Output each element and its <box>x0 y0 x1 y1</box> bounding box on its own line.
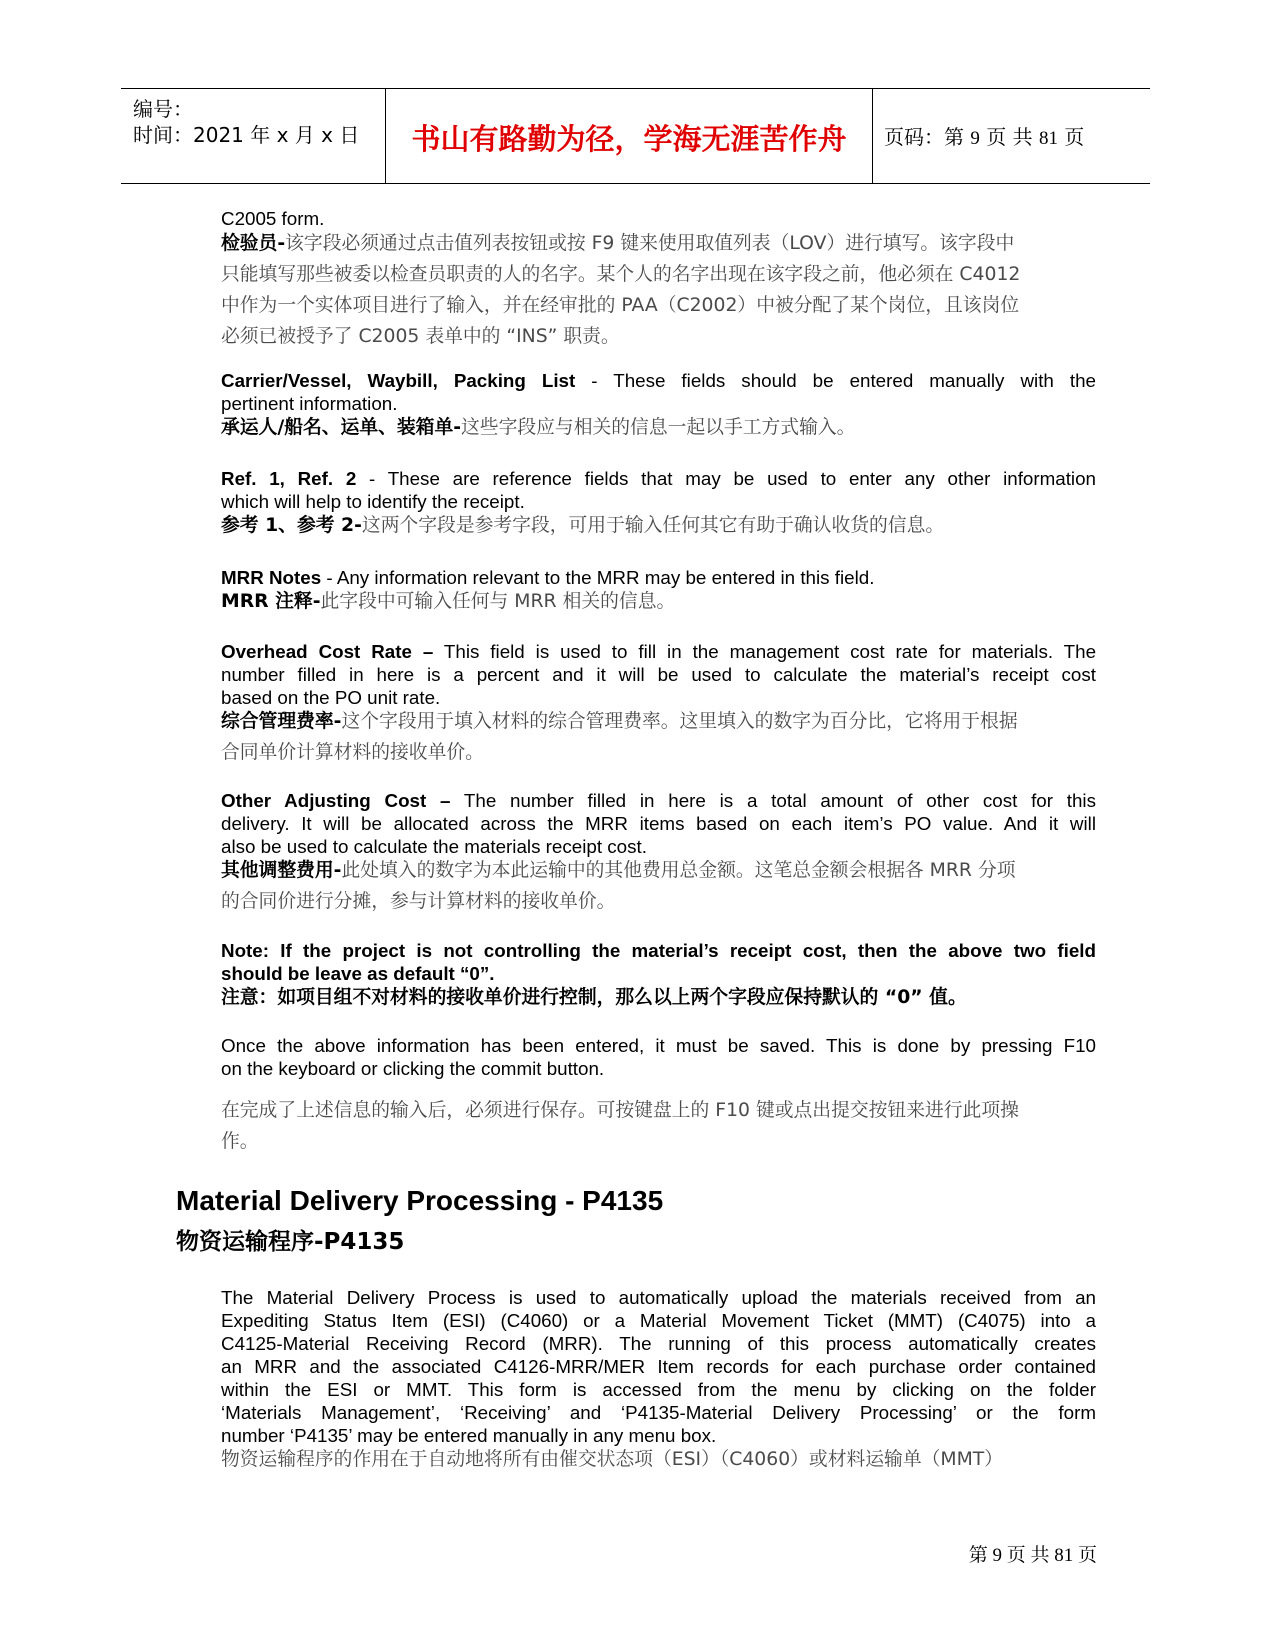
term-mrr-notes: MRR Notes <box>221 567 322 588</box>
para-carrier-line-2: pertinent information. <box>221 393 398 414</box>
header-page-cell <box>872 89 1150 183</box>
header-page-prefix: 页码：第 <box>884 125 964 149</box>
header-page-info <box>884 121 1084 150</box>
header-page-current: 9 <box>970 128 980 149</box>
adjusting-zh-line-1: 此处填入的数字为本此运输中的其他费用总金额。这笔总金额会根据各 MRR 分项 <box>341 860 1016 881</box>
term-mrr-notes-zh: MRR 注释- <box>221 591 321 612</box>
para-carrier-zh <box>221 412 1096 443</box>
term-overhead: Overhead Cost Rate – <box>221 641 434 662</box>
overhead-text-1: This field is used to fill in the management cost rate for materials. The <box>433 641 1097 662</box>
overhead-zh-line-2: 合同单价计算材料的接收单价。 <box>221 742 484 763</box>
header-page-mid: 页 共 <box>986 125 1033 149</box>
mdp-line-5: within the ESI or MMT. This form is accessed from the menu by clicking on the folder <box>221 1379 1096 1400</box>
header-page-total: 81 <box>1038 128 1058 149</box>
para-overhead-line-3: based on the PO unit rate. <box>221 687 441 708</box>
para-overhead-line-2: number filled in here is a percent and it will be used to calculate the material’s receipt cost <box>221 664 1096 685</box>
note-line-1: Note: If the project is not controlling the material’s receipt cost, then the above two field <box>221 940 1096 961</box>
para-mrr-notes-zh <box>221 586 1096 617</box>
para-carrier-line-1 <box>221 369 1096 393</box>
adjusting-zh-line-2: 的合同价进行分摊，参与计算材料的接收单价。 <box>221 891 616 912</box>
inspector-zh-line-4: 必须已被授予了 C2005 表单中的 “INS” 职责。 <box>221 326 620 347</box>
para-c2005-form: C2005 form. <box>221 208 325 229</box>
para-overhead-zh <box>221 706 1096 768</box>
para-adjusting-zh <box>221 855 1096 917</box>
section-title: Material Delivery Processing - P4135 <box>176 1185 664 1216</box>
overhead-zh-line-1: 这个字段用于填入材料的综合管理费率。这里填入的数字为百分比，它将用于根据 <box>341 711 1018 732</box>
mdp-line-6: ‘Materials Management’, ‘Receiving’ and ‘P4135-Material Delivery Processing’ or the form <box>221 1402 1096 1423</box>
para-adjusting-line-3: also be used to calculate the materials receipt cost. <box>221 836 647 857</box>
para-overhead-line-1 <box>221 640 1096 664</box>
ref-text-1: - These are reference fields that may be used to enter any other information <box>356 468 1096 489</box>
page-footer: 第 9 页 共 81 页 <box>968 1545 1097 1566</box>
term-overhead-zh: 综合管理费率- <box>221 711 342 732</box>
section-title-zh: 物资运输程序-P4135 <box>176 1229 405 1255</box>
save-zh-line-2: 作。 <box>221 1131 259 1152</box>
save-zh <box>221 1095 1096 1157</box>
ref-zh-text: 这两个字段是参考字段，可用于输入任何其它有助于确认收货的信息。 <box>361 515 945 536</box>
adjusting-text-1: The number filled in here is a total amount of other cost for this <box>450 790 1096 811</box>
inspector-zh-line-1: 该字段必须通过点击值列表按钮或按 F9 键来使用取值列表（LOV）进行填写。该字段中 <box>285 233 1015 254</box>
term-carrier: Carrier/Vessel, Waybill, Packing List <box>221 370 576 391</box>
save-line-2: on the keyboard or clicking the commit button. <box>221 1058 605 1079</box>
term-ref-zh: 参考 1、参考 2- <box>221 515 362 536</box>
mdp-line-4: an MRR and the associated C4126-MRR/MER Item records for each purchase order contained <box>221 1356 1096 1377</box>
term-ref: Ref. 1, Ref. 2 <box>221 468 357 489</box>
term-inspector-zh: 检验员- <box>221 233 286 254</box>
save-zh-line-1: 在完成了上述信息的输入后，必须进行保存。可按键盘上的 F10 键或点出提交按钮来进行此项操 <box>221 1100 1019 1121</box>
mdp-line-3: C4125-Material Receiving Record (MRR). The running of this process automatically creates <box>221 1333 1096 1354</box>
mdp-zh: 物资运输程序的作用在于自动地将所有由催交状态项（ESI）（C4060）或材料运输单（MMT） <box>221 1449 1004 1470</box>
mdp-line-7: number ‘P4135’ may be entered manually in any menu box. <box>221 1425 717 1446</box>
para-ref-zh <box>221 510 1096 541</box>
carrier-zh-text: 这些字段应与相关的信息一起以手工方式输入。 <box>461 417 856 438</box>
page-header <box>121 88 1150 184</box>
para-adjusting-line-2: delivery. It will be allocated across the MRR items based on each item’s PO value. And it will <box>221 813 1096 834</box>
mrr-notes-zh-text: 此字段中可输入任何与 MRR 相关的信息。 <box>320 591 676 612</box>
note-line-2: should be leave as default “0”. <box>221 963 495 984</box>
note-zh: 注意：如项目组不对材料的接收单价进行控制，那么以上两个字段应保持默认的 “0” 值。 <box>221 987 967 1008</box>
header-meta-cell <box>121 89 385 183</box>
mdp-line-1: The Material Delivery Process is used to automatically upload the materials received from an <box>221 1287 1096 1308</box>
inspector-zh-line-3: 中作为一个实体项目进行了输入，并在经审批的 PAA（C2002）中被分配了某个岗位，且该岗位 <box>221 295 1020 316</box>
para-ref-line-2: which will help to identify the receipt. <box>221 491 525 512</box>
term-adjusting-zh: 其他调整费用- <box>221 860 342 881</box>
header-motto-cell <box>385 89 873 183</box>
inspector-zh-line-2: 只能填写那些被委以检查员职责的人的名字。某个人的名字出现在该字段之前，他必须在 C4012 <box>221 264 1021 285</box>
term-carrier-zh: 承运人/船名、运单、装箱单- <box>221 417 462 438</box>
para-adjusting-line-1 <box>221 789 1096 813</box>
para-inspector-zh <box>221 228 1096 352</box>
save-line-1: Once the above information has been entered, it must be saved. This is done by pressing F10 <box>221 1035 1096 1056</box>
mrr-notes-text: - Any information relevant to the MRR may be entered in this field. <box>321 567 875 588</box>
para-ref-line-1 <box>221 467 1096 491</box>
carrier-text-1: - These fields should be entered manually with the <box>575 370 1096 391</box>
header-page-suffix: 页 <box>1064 125 1085 149</box>
term-adjusting: Other Adjusting Cost – <box>221 790 451 811</box>
mdp-line-2: Expediting Status Item (ESI) (C4060) or a Material Movement Ticket (MMT) (C4075) into a <box>221 1310 1096 1331</box>
header-time-label: 时间：2021 年 x 月 x 日 <box>133 123 360 147</box>
header-number-label: 编号： <box>133 97 193 121</box>
header-motto: 书山有路勤为径，学海无涯苦作舟 <box>411 122 847 156</box>
